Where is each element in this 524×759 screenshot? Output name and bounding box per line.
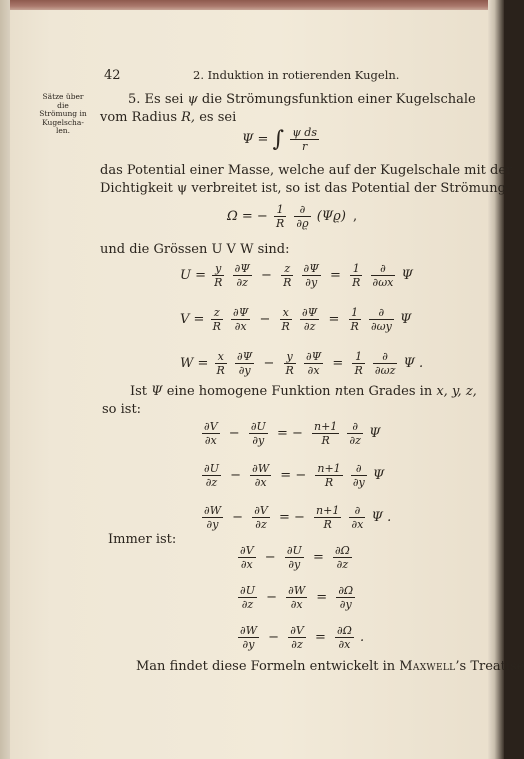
equation-omega-curl-3: $\frac{\partial W}{\partial y}$ − $\frac{\partial V}{\partial z}$ = $\frac{\partial\Omega}{\partial x}$ . <box>240 624 365 651</box>
page-left-edge <box>0 0 10 759</box>
equation-omega-curl-2: $\frac{\partial U}{\partial z}$ − $\frac{\partial W}{\partial x}$ = $\frac{\partial\Omega}{\partial y}$ <box>240 584 354 611</box>
page-number: 42 <box>104 68 121 83</box>
margin-note: Sätze über die Strömung in Kugelscha- len. <box>39 92 87 135</box>
equation-curl-2: $\frac{\partial U}{\partial z}$ − $\frac{\partial W}{\partial x}$ = − $\frac{n+1}{R}$ $\frac{\partial}{\partial y}$ Ψ <box>204 462 385 489</box>
equation-V: V = $\frac{z}{R}$ $\frac{\partial\Psi}{\partial x}$ − $\frac{x}{R}$ $\frac{\partial\Psi}{\partial z}$ = $\frac{1}{R}$ $\frac{\partial}{\partial\omega y}$ Ψ <box>180 306 412 333</box>
equation-omega-curl-1: $\frac{\partial V}{\partial x}$ − $\frac{\partial U}{\partial y}$ = $\frac{\partial\Omega}{\partial z}$ <box>240 544 350 571</box>
paragraph-homogeneous-line-2: so ist: <box>102 402 142 417</box>
equation-U: U = $\frac{y}{R}$ $\frac{\partial\Psi}{\partial z}$ − $\frac{z}{R}$ $\frac{\partial\Psi}{\partial y}$ = $\frac{1}{R}$ $\frac{\partial}{\partial\omega x}$ Ψ <box>180 262 413 289</box>
paragraph-5-line-1: 5. Es sei ψ die Strömungsfunktion einer Kugelschale <box>128 92 476 107</box>
paragraph-5-line-2: vom Radius R, es sei <box>100 110 237 125</box>
running-header: 2. Induktion in rotierenden Kugeln. <box>193 68 400 82</box>
paragraph-potential-line-2: Dichtigkeit ψ verbreitet ist, so ist das Potential der Strömung: <box>100 181 511 196</box>
book-spine-shadow <box>488 0 504 759</box>
paragraph-homogeneous-line-1: Ist Ψ eine homogene Funktion nten Grades in x, y, z, <box>130 384 477 399</box>
equation-omega: Ω = − $\frac{1}{R}$ $\frac{\partial}{\partial ϱ}$ (Ψϱ) , <box>227 203 358 230</box>
text-maxwell-treatise: Man findet diese Formeln entwickelt in Maxwell’s Treatise <box>136 659 524 674</box>
equation-psi-integral: Ψ = ∫ $\frac{\text{ψ ds}}{r}$ <box>242 126 317 153</box>
text-immer-ist: Immer ist: <box>108 532 177 547</box>
equation-W: W = $\frac{x}{R}$ $\frac{\partial\Psi}{\partial y}$ − $\frac{y}{R}$ $\frac{\partial\Psi}{\partial x}$ = $\frac{1}{R}$ $\frac{\partial}{\partial\omega z}$ Ψ . <box>180 350 424 377</box>
text-und-die-groessen: und die Grössen U V W sind: <box>100 242 290 257</box>
page-content <box>20 22 524 742</box>
page-top-edge <box>0 0 504 10</box>
paragraph-potential-line-1: das Potential einer Masse, welche auf der Kugelschale mit der <box>100 163 513 178</box>
equation-curl-3: $\frac{\partial W}{\partial y}$ − $\frac{\partial V}{\partial z}$ = − $\frac{n+1}{R}$ $\frac{\partial}{\partial x}$ Ψ . <box>204 504 392 531</box>
equation-curl-1: $\frac{\partial V}{\partial x}$ − $\frac{\partial U}{\partial y}$ = − $\frac{n+1}{R}$ $\frac{\partial}{\partial z}$ Ψ <box>204 420 381 447</box>
